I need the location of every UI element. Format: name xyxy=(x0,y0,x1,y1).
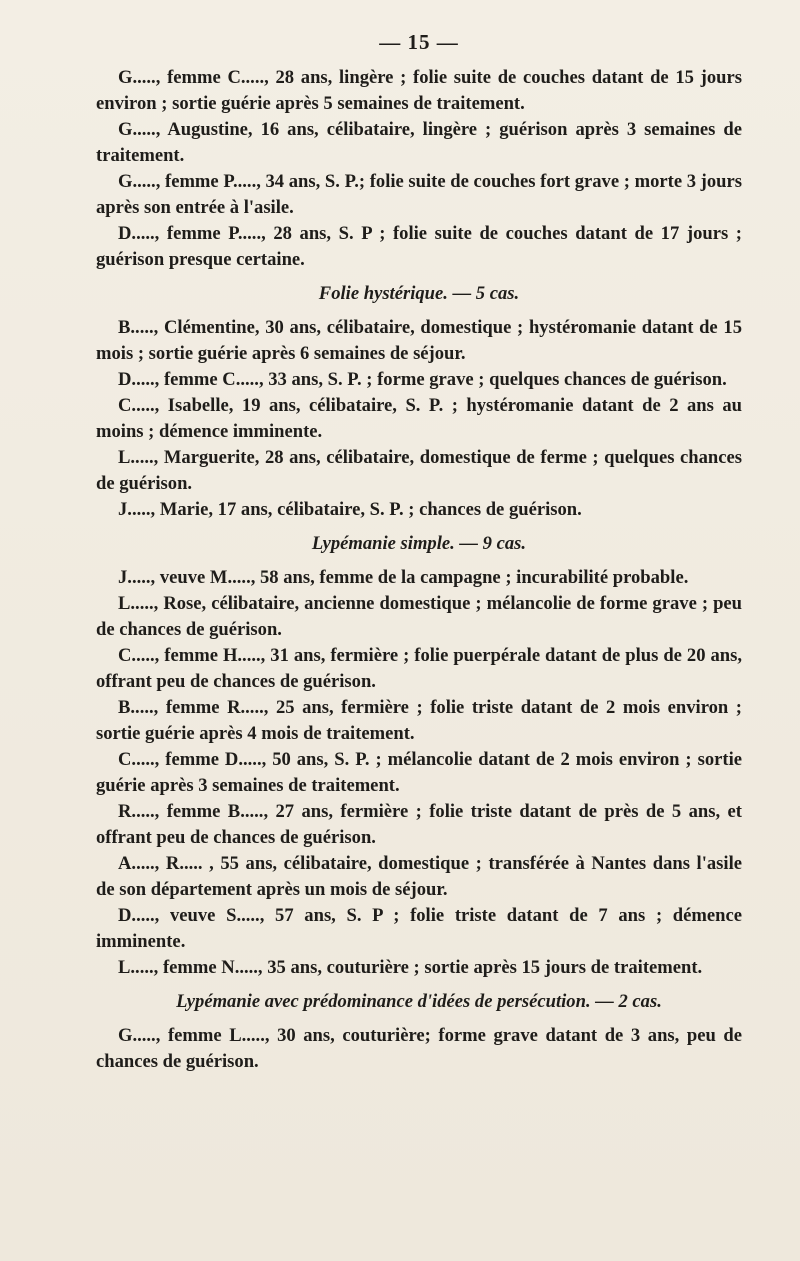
case-entry: L....., Marguerite, 28 ans, célibataire, domestique de ferme ; quelques chances de guérison. xyxy=(96,447,742,494)
case-entry: C....., femme H....., 31 ans, fermière ; folie puerpérale datant de plus de 20 ans, offrant peu de chances de guérison. xyxy=(96,645,742,692)
case-entry: L....., Rose, célibataire, ancienne domestique ; mélancolie de forme grave ; peu de chances de guérison. xyxy=(96,593,742,640)
case-entry: R....., femme B....., 27 ans, fermière ; folie triste datant de près de 5 ans, et offrant peu de chances de guérison. xyxy=(96,801,742,848)
case-entry: A....., R..... , 55 ans, célibataire, domestique ; transférée à Nantes dans l'asile de son département après un mois de séjour. xyxy=(96,853,742,900)
section-heading: Lypémanie simple. — 9 cas. xyxy=(311,533,527,554)
case-entry: G....., femme P....., 34 ans, S. P.; folie suite de couches fort grave ; morte 3 jours après son entrée à l'asile. xyxy=(96,171,742,218)
case-entry: B....., Clémentine, 30 ans, célibataire, domestique ; hystéromanie datant de 15 mois ; sortie guérie après 6 semaines de séjour. xyxy=(96,317,742,364)
case-entry: D....., veuve S....., 57 ans, S. P ; folie triste datant de 7 ans ; démence imminente. xyxy=(96,905,742,952)
case-entry: B....., femme R....., 25 ans, fermière ; folie triste datant de 2 mois environ ; sortie guérie après 4 mois de traitement. xyxy=(96,697,742,744)
case-entry: G....., femme C....., 28 ans, lingère ; folie suite de couches datant de 15 jours environ ; sortie guérie après 5 semaines de traitement. xyxy=(96,67,742,114)
section-heading: Lypémanie avec prédominance d'idées de persécution. — 2 cas. xyxy=(176,991,662,1012)
case-entry: L....., femme N....., 35 ans, couturière ; sortie après 15 jours de traitement. xyxy=(118,957,703,978)
case-entry: D....., femme P....., 28 ans, S. P ; folie suite de couches datant de 17 jours ; guérison presque certaine. xyxy=(96,223,742,270)
case-entry: D....., femme C....., 33 ans, S. P. ; forme grave ; quelques chances de guérison. xyxy=(118,369,727,390)
case-entry: C....., Isabelle, 19 ans, célibataire, S. P. ; hystéromanie datant de 2 ans au moins ; démence imminente. xyxy=(96,395,742,442)
case-entry: G....., femme L....., 30 ans, couturière; forme grave datant de 3 ans, peu de chances de guérison. xyxy=(96,1025,742,1072)
case-entry: J....., Marie, 17 ans, célibataire, S. P. ; chances de guérison. xyxy=(118,499,582,520)
case-entry: G....., Augustine, 16 ans, célibataire, lingère ; guérison après 3 semaines de traitement. xyxy=(96,119,742,166)
section-heading: Folie hystérique. — 5 cas. xyxy=(318,283,520,304)
case-entry: C....., femme D....., 50 ans, S. P. ; mélancolie datant de 2 mois environ ; sortie guérie après 3 semaines de traitement. xyxy=(96,749,742,796)
case-entry: J....., veuve M....., 58 ans, femme de la campagne ; incurabilité probable. xyxy=(118,567,689,588)
page-number: — 15 — xyxy=(379,30,459,54)
